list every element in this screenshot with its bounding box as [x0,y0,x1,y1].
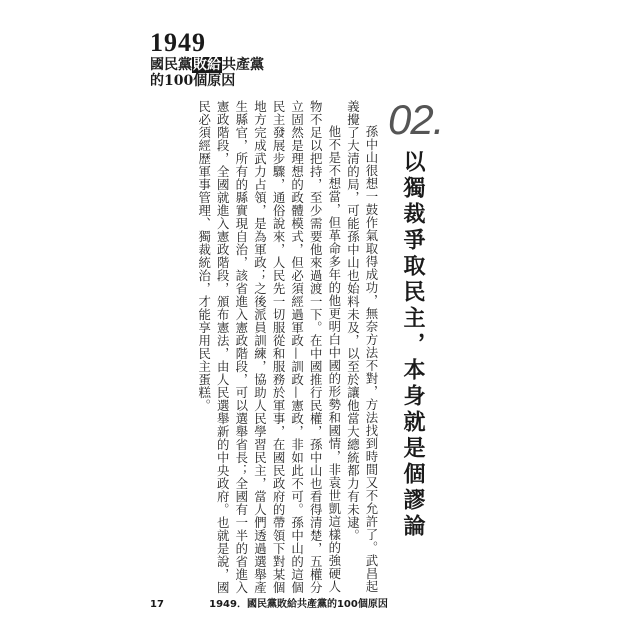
body-paragraph-1: 孫中山很想一鼓作氣取得成功，無奈方法不對，方法找到時間又不允許了。武昌起義攪了大清的局，可能孫中山也始料未及，以至於讓他當大總統都力有未逮。 [345,100,379,593]
running-title: 1949．國民黨敗給共產黨的100個原因 [209,599,388,610]
body-text [148,100,380,600]
book-title-line [150,58,264,72]
book-title-part2: 共產黨 [222,57,264,73]
book-subtitle: 的100個原因 [150,73,236,89]
page-number: 17 [150,599,164,610]
body-paragraph-2: 他不是不想當，但革命多年的他更明白中國的形勢和國情，非袁世凱這樣的強硬人物不足以把持，至少需要他來過渡一下。在中國推行民權，孫中山也看得清楚，五權分立固然是理想的政體模式，但必須經過軍政—訓政—憲政，非如此不可。孫中山的這個民主發展步驟，通俗說來，人民先一切服從和服務於軍事，在國民政府的帶領下對某個地方完成武力占領，是為軍政；之後派員訓練，協助人民學習民主，當人們透過選舉產生縣官，所有的縣實現自治，該省進入憲政階段，可以選舉省長；全國有一半的省進入憲政階段，全國就進入憲政階段，頒布憲法，由人民選舉新的中央政府。也就是說，國民必須經歷軍事管理、獨裁統治，才能享用民主蛋糕。 [196,100,342,594]
page-footer [150,595,388,610]
book-title-block [150,30,264,88]
book-title-part1: 國民黨 [150,57,192,73]
chapter-title: 以獨裁爭取民主，本身就是個謬論 [400,150,425,540]
chapter-number: 02. [388,96,444,143]
book-title-boxed: 敗給 [193,57,221,73]
book-title-year: 1949 [150,28,206,57]
